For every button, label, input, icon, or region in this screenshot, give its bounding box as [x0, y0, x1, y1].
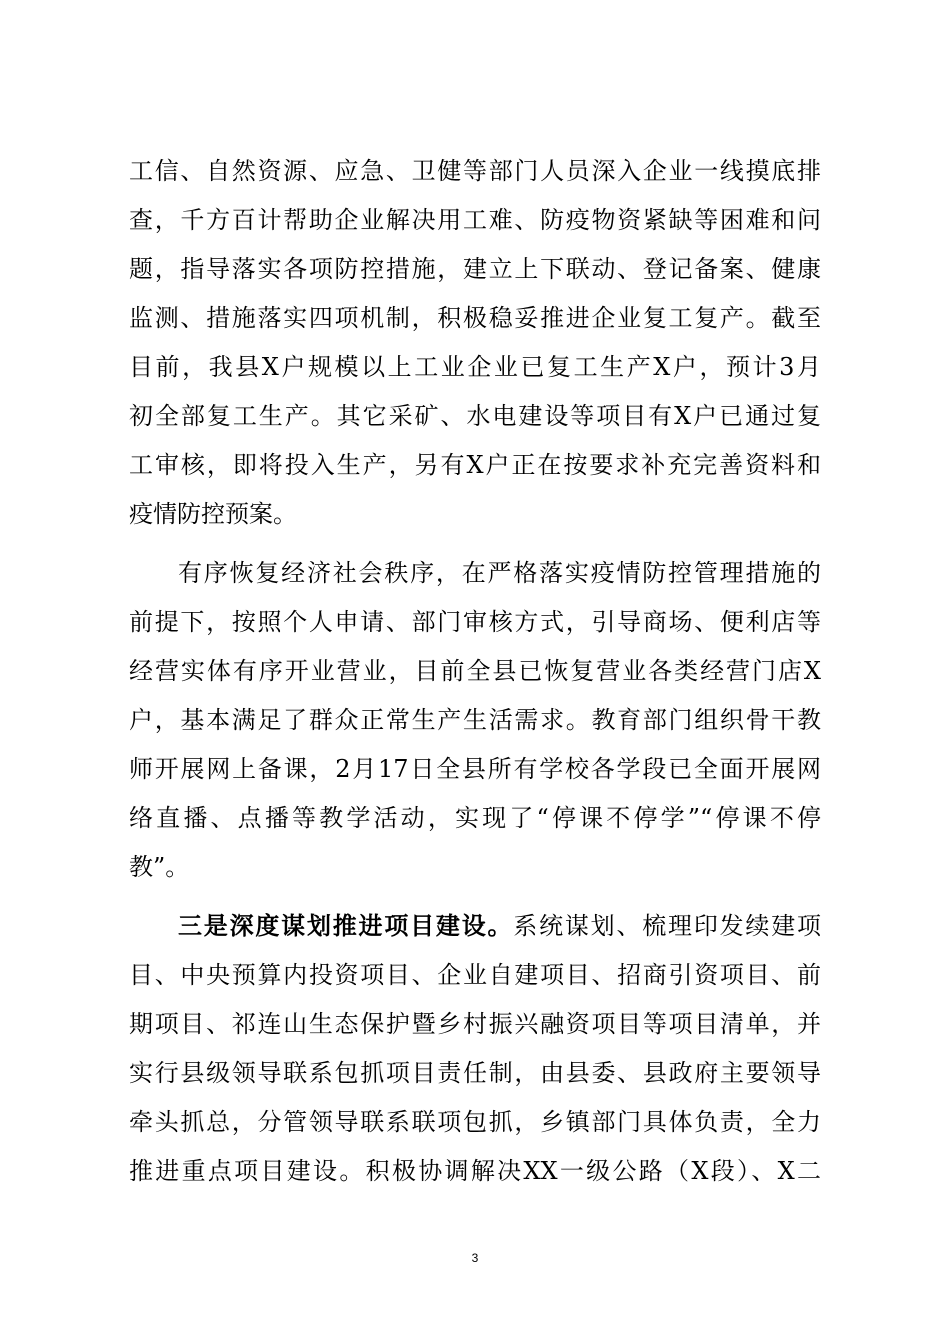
text-line: 络直播、点播等教学活动，实现了“停课不停学”“停课不停: [129, 804, 821, 832]
text-line: 有序恢复经济社会秩序，在严格落实疫情防控管理措施的: [178, 559, 821, 587]
text-line: 监测、措施落实四项机制，积极稳妥推进企业复工复产。截至: [129, 304, 821, 332]
text-line: 推进重点项目建设。积极协调解决XX一级公路（X段）、X二: [129, 1157, 821, 1185]
page-number: 3: [471, 1251, 479, 1265]
text-line: 题，指导落实各项防控措施，建立上下联动、登记备案、健康: [129, 255, 821, 283]
text-line: 前提下，按照个人申请、部门审核方式，引导商场、便利店等: [129, 608, 821, 636]
text-line: 师开展网上备课，2月17日全县所有学校各学段已全面开展网: [129, 755, 821, 783]
text-line: 期项目、祁连山生态保护暨乡村振兴融资项目等项目清单，并: [129, 1010, 821, 1038]
text-line: [178, 909, 821, 943]
text-line: 工信、自然资源、应急、卫健等部门人员深入企业一线摸底排: [129, 157, 821, 185]
text-line: 经营实体有序开业营业，目前全县已恢复营业各类经营门店X: [129, 657, 821, 685]
text-line: 初全部复工生产。其它采矿、水电建设等项目有X户已通过复: [129, 402, 821, 430]
text-line: 查，千方百计帮助企业解决用工难、防疫物资紧缺等困难和问: [129, 206, 821, 234]
text-line: 疫情防控预案。: [129, 500, 297, 528]
section-heading: 三是深度谋划推进项目建设。: [178, 912, 514, 940]
text-line: 工审核，即将投入生产，另有X户正在按要求补充完善资料和: [129, 451, 821, 479]
text-line: 教”。: [129, 853, 190, 881]
heading-line-text: 系统谋划、梳理印发续建项: [513, 912, 822, 940]
text-line: 牵头抓总，分管领导联系联项包抓，乡镇部门具体负责，全力: [129, 1108, 821, 1136]
text-line: 目、中央预算内投资项目、企业自建项目、招商引资项目、前: [129, 961, 821, 989]
text-line: 实行县级领导联系包抓项目责任制，由县委、县政府主要领导: [129, 1059, 821, 1087]
text-line: 户，基本满足了群众正常生产生活需求。教育部门组织骨干教: [129, 706, 821, 734]
text-line: 目前，我县X户规模以上工业企业已复工生产X户，预计3月: [129, 353, 821, 381]
